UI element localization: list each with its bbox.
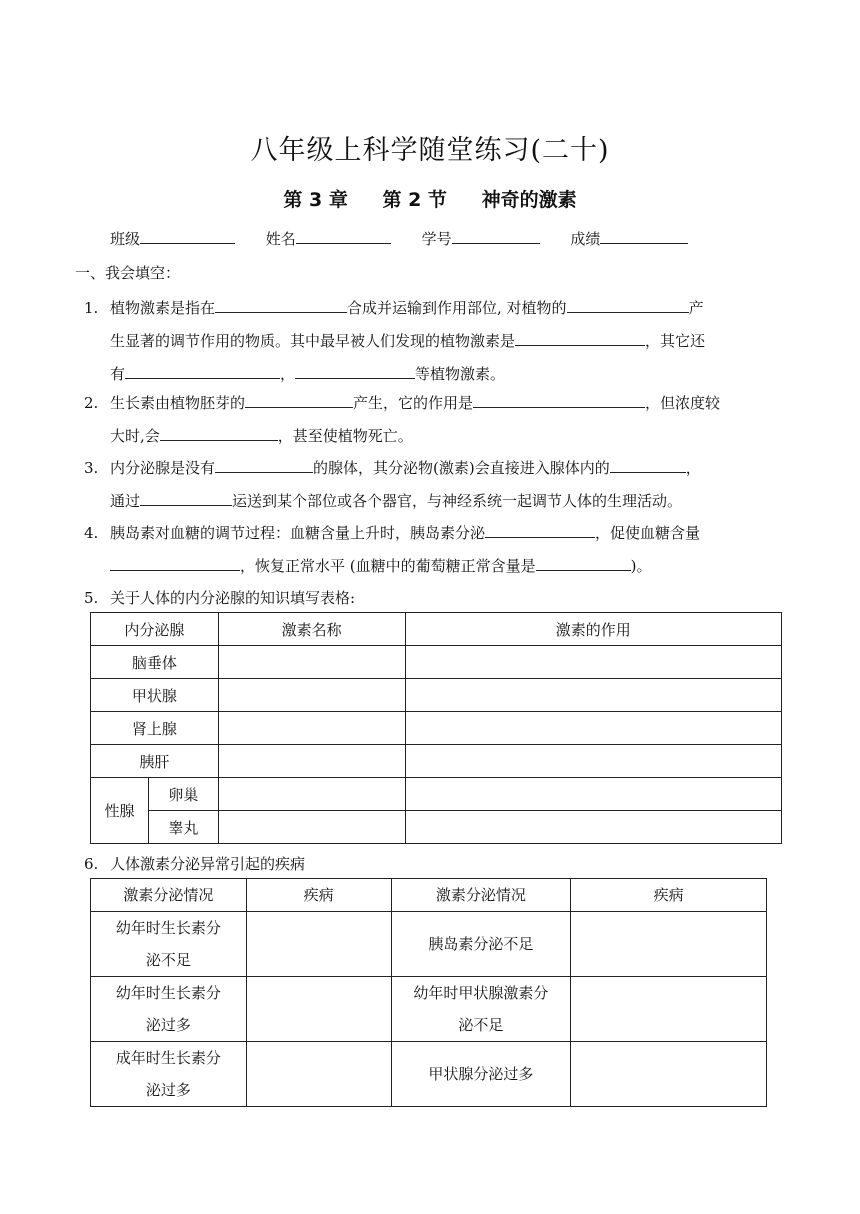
hormone-function-cell[interactable] <box>405 778 781 811</box>
disease-cell[interactable] <box>246 977 391 1042</box>
class-blank[interactable] <box>140 229 235 244</box>
q2-text-e: ，甚至使植物死亡。 <box>277 427 413 445</box>
q1-text-b: 合成并运输到作用部位, 对植物的 <box>347 299 567 317</box>
q1-text-e: ，其它还 <box>645 332 706 350</box>
secretion-condition: 幼年时生长素分 泌过多 <box>91 977 247 1042</box>
q2-blank-1[interactable] <box>245 393 353 408</box>
secretion-condition: 幼年时生长素分 泌不足 <box>91 912 247 977</box>
student-info <box>110 228 714 249</box>
hormone-name-cell[interactable] <box>218 745 405 778</box>
question-6 <box>84 848 789 881</box>
q3-text-d: 通过 <box>110 492 141 510</box>
gland-subname: 卵巢 <box>148 778 218 811</box>
question-number: 3. <box>84 459 99 477</box>
hormone-name-cell[interactable] <box>218 778 405 811</box>
hormone-function-cell[interactable] <box>405 712 781 745</box>
table-header: 内分泌腺 <box>91 613 219 646</box>
question-number: 6. <box>84 855 99 873</box>
table-row <box>91 811 782 844</box>
id-label: 学号 <box>421 230 452 248</box>
table-row <box>91 1042 767 1107</box>
secretion-condition: 甲状腺分泌过多 <box>391 1042 571 1107</box>
endocrine-table <box>90 612 782 844</box>
gland-name: 甲状腺 <box>91 679 219 712</box>
id-blank[interactable] <box>452 229 540 244</box>
question-number: 1. <box>84 299 99 317</box>
question-1 <box>84 292 789 391</box>
q3-text-b: 的腺体，其分泌物(激素)会直接进入腺体内的 <box>313 459 610 477</box>
score-label: 成绩 <box>570 230 601 248</box>
hormone-name-cell[interactable] <box>218 712 405 745</box>
hormone-name-cell[interactable] <box>218 646 405 679</box>
table-header-row <box>91 613 782 646</box>
q6-text: 人体激素分泌异常引起的疾病 <box>110 855 306 873</box>
q1-blank-5[interactable] <box>295 364 415 379</box>
disease-cell[interactable] <box>571 912 767 977</box>
name-label: 姓名 <box>265 230 296 248</box>
table-row <box>91 778 782 811</box>
q1-blank-2[interactable] <box>567 298 689 313</box>
q1-blank-1[interactable] <box>215 298 347 313</box>
page-title: 八年级上科学随堂练习(二十) <box>250 135 610 166</box>
table-row <box>91 712 782 745</box>
q3-text-a: 内分泌腺是没有 <box>110 459 216 477</box>
q3-text-e: 运送到某个部位或各个器官，与神经系统一起调节人体的生理活动。 <box>232 492 683 510</box>
q3-blank-3[interactable] <box>140 491 232 506</box>
hormone-function-cell[interactable] <box>405 811 781 844</box>
gland-name: 肾上腺 <box>91 712 219 745</box>
question-2 <box>84 387 789 453</box>
table-row <box>91 745 782 778</box>
q1-blank-3[interactable] <box>515 331 645 346</box>
score-blank[interactable] <box>600 229 688 244</box>
q3-blank-1[interactable] <box>215 458 313 473</box>
q2-text-d: 大时,会 <box>110 427 160 445</box>
gland-subname: 睾丸 <box>148 811 218 844</box>
name-blank[interactable] <box>296 229 391 244</box>
topic-label: 神奇的激素 <box>481 189 577 211</box>
q4-blank-3[interactable] <box>536 556 631 571</box>
q1-text-f: 有 <box>110 365 126 383</box>
page-subtitle <box>0 185 860 212</box>
chapter-label: 第 3 章 <box>283 189 348 211</box>
hormone-name-cell[interactable] <box>218 679 405 712</box>
q4-text-b: ，促使血糖含量 <box>595 524 701 542</box>
q1-blank-4[interactable] <box>125 364 280 379</box>
gland-name: 胰肝 <box>91 745 219 778</box>
q2-blank-2[interactable] <box>473 393 645 408</box>
q4-text-c: ，恢复正常水平 (血糖中的葡萄糖正常含量是 <box>240 557 536 575</box>
table-row <box>91 912 767 977</box>
table-row <box>91 977 767 1042</box>
gland-name: 性腺 <box>91 778 149 844</box>
secretion-condition: 胰岛素分泌不足 <box>391 912 571 977</box>
q4-text-d: )。 <box>630 557 652 575</box>
question-number: 4. <box>84 524 99 542</box>
q1-text-g: ， <box>280 365 296 383</box>
class-label: 班级 <box>110 230 141 248</box>
disease-cell[interactable] <box>571 1042 767 1107</box>
disease-cell[interactable] <box>246 912 391 977</box>
question-4 <box>84 517 789 583</box>
q1-text-d: 生显著的调节作用的物质。其中最早被人们发现的植物激素是 <box>110 332 516 350</box>
question-3 <box>84 452 789 518</box>
table-header: 疾病 <box>571 879 767 912</box>
q1-text-c: 产 <box>688 299 704 317</box>
table-header-row <box>91 879 767 912</box>
disease-cell[interactable] <box>246 1042 391 1107</box>
table-header: 疾病 <box>246 879 391 912</box>
q3-blank-2[interactable] <box>610 458 686 473</box>
q4-blank-1[interactable] <box>485 523 595 538</box>
q3-text-c: ， <box>685 459 701 477</box>
section-heading: 一、我会填空： <box>75 264 181 282</box>
gland-name: 脑垂体 <box>91 646 219 679</box>
table-header: 激素的作用 <box>405 613 781 646</box>
q5-text: 关于人体的内分泌腺的知识填写表格: <box>110 589 356 607</box>
q4-text-a: 胰岛素对血糖的调节过程：血糖含量上升时，胰岛素分泌 <box>110 524 486 542</box>
section-label: 第 2 节 <box>382 189 447 211</box>
table-header: 激素分泌情况 <box>91 879 247 912</box>
disease-table <box>90 878 767 1107</box>
q4-blank-2[interactable] <box>110 556 240 571</box>
table-row <box>91 679 782 712</box>
secretion-condition: 幼年时甲状腺激素分 泌不足 <box>391 977 571 1042</box>
table-header: 激素分泌情况 <box>391 879 571 912</box>
q2-text-c: ，但浓度较 <box>645 394 721 412</box>
question-number: 5. <box>84 589 99 607</box>
question-5 <box>84 582 789 615</box>
q2-text-a: 生长素由植物胚芽的 <box>110 394 246 412</box>
q1-text-a: 植物激素是指在 <box>110 299 216 317</box>
question-number: 2. <box>84 394 99 412</box>
hormone-name-cell[interactable] <box>218 811 405 844</box>
table-header: 激素名称 <box>218 613 405 646</box>
disease-cell[interactable] <box>571 977 767 1042</box>
q2-blank-3[interactable] <box>160 426 278 441</box>
q1-text-h: 等植物激素。 <box>415 365 506 383</box>
secretion-condition: 成年时生长素分 泌过多 <box>91 1042 247 1107</box>
q2-text-b: 产生，它的作用是 <box>353 394 474 412</box>
table-row <box>91 646 782 679</box>
hormone-function-cell[interactable] <box>405 745 781 778</box>
hormone-function-cell[interactable] <box>405 679 781 712</box>
hormone-function-cell[interactable] <box>405 646 781 679</box>
